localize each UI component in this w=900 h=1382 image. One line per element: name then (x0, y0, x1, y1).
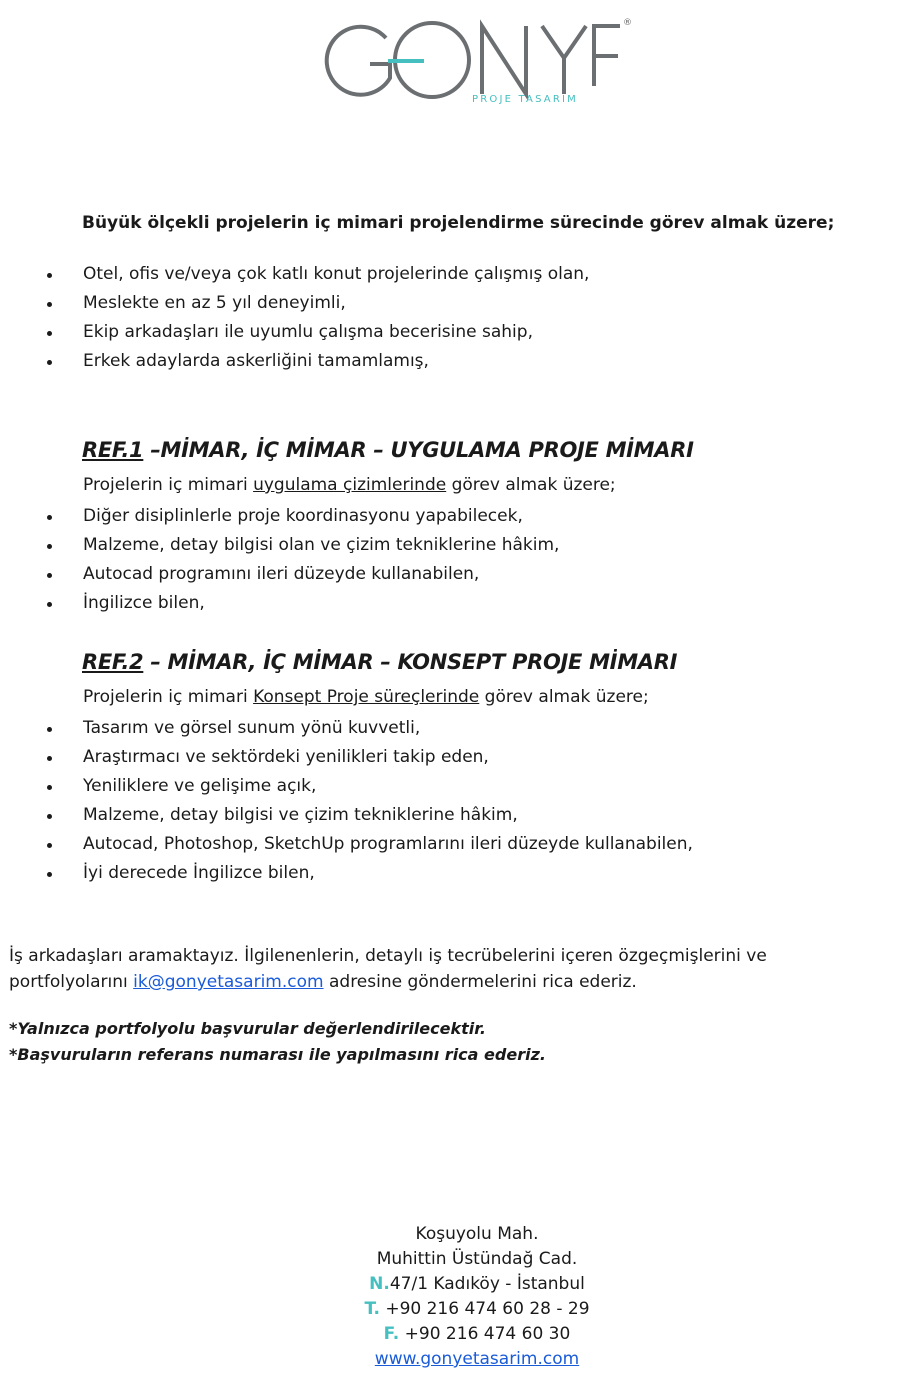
list-item: Araştırmacı ve sektördeki yenilikleri takip eden, (0, 743, 900, 772)
list-item: Malzeme, detay bilgisi olan ve çizim tekniklerine hâkim, (0, 531, 900, 560)
ref2-lead-pre: Projelerin iç mimari (83, 687, 254, 707)
ref2-title-text: – MİMAR, İÇ MİMAR – KONSEPT PROJE MİMARI (143, 650, 678, 674)
address-line: Muhittin Üstündağ Cad. (376, 1249, 578, 1269)
website-link[interactable]: www.gonyetasarim.com (374, 1349, 580, 1369)
application-paragraph (9, 943, 889, 995)
fax-label: F. (383, 1324, 400, 1344)
ref1-code: REF.1 (82, 438, 144, 462)
ref2-code: REF.2 (82, 650, 144, 674)
ref1-lead-post: görev almak üzere; (446, 475, 616, 495)
list-item: Diğer disiplinlerle proje koordinasyonu yapabilecek, (0, 502, 900, 531)
logo-subtitle: PROJE TASARIM (472, 94, 578, 105)
ref1-lead (83, 475, 616, 495)
ref1-lead-underlined: uygulama çizimlerinde (253, 475, 447, 495)
list-item: Malzeme, detay bilgisi ve çizim tekniklerine hâkim, (0, 801, 900, 830)
registered-mark: ® (623, 18, 632, 28)
address-line: Koşuyolu Mah. (415, 1224, 539, 1244)
ref2-requirements-list (0, 714, 900, 888)
ref2-lead-underlined: Konsept Proje süreçlerinde (253, 687, 480, 707)
list-item: Erkek adaylarda askerliğini tamamlamış, (0, 347, 900, 376)
ref1-lead-pre: Projelerin iç mimari (83, 475, 254, 495)
list-item: Autocad, Photoshop, SketchUp programlarını ileri düzeyde kullanabilen, (0, 830, 900, 859)
fax-line (0, 1322, 900, 1347)
phone-line (0, 1297, 900, 1322)
ref1-title (82, 438, 694, 462)
website-line (0, 1347, 900, 1372)
paragraph-text-end: adresine göndermelerini rica ederiz. (323, 972, 637, 992)
ref1-title-text: –MİMAR, İÇ MİMAR – UYGULAMA PROJE MİMARI (143, 438, 694, 462)
phone-label: T. (364, 1299, 380, 1319)
intro-heading: Büyük ölçekli projelerin iç mimari projelendirme sürecinde görev almak üzere; (82, 213, 835, 233)
email-link[interactable]: ik@gonyetasarim.com (133, 972, 324, 992)
reference-note: *Başvuruların referans numarası ile yapılmasını rica ederiz. (9, 1045, 546, 1064)
list-item: İngilizce bilen, (0, 589, 900, 618)
list-item: Otel, ofis ve/veya çok katlı konut projelerinde çalışmış olan, (0, 260, 900, 289)
address-number-line (0, 1272, 900, 1297)
ref2-title (82, 650, 677, 674)
paragraph-text: İş arkadaşları aramaktayız. İlgilenenlerin, detaylı iş tecrübelerini içeren özgeçmişlerini ve portfolyolarını (9, 946, 767, 992)
list-item: Meslekte en az 5 yıl deneyimli, (0, 289, 900, 318)
list-item: İyi derecede İngilizce bilen, (0, 859, 900, 888)
number-label: N. (369, 1274, 390, 1294)
list-item: Yeniliklere ve gelişime açık, (0, 772, 900, 801)
ref2-lead-post: görev almak üzere; (479, 687, 649, 707)
general-requirements-list (0, 260, 900, 376)
list-item: Autocad programını ileri düzeyde kullanabilen, (0, 560, 900, 589)
footer-address (0, 1222, 900, 1372)
fax-value: +90 216 474 60 30 (399, 1324, 571, 1344)
list-item: Tasarım ve görsel sunum yönü kuvvetli, (0, 714, 900, 743)
number-value: 47/1 Kadıköy - İstanbul (389, 1274, 585, 1294)
ref2-lead (83, 687, 649, 707)
portfolio-note: *Yalnızca portfolyolu başvurular değerlendirilecektir. (9, 1019, 486, 1038)
list-item: Ekip arkadaşları ile uyumlu çalışma becerisine sahip, (0, 318, 900, 347)
ref1-requirements-list (0, 502, 900, 618)
phone-value: +90 216 474 60 28 - 29 (379, 1299, 590, 1319)
company-logo (320, 8, 640, 113)
